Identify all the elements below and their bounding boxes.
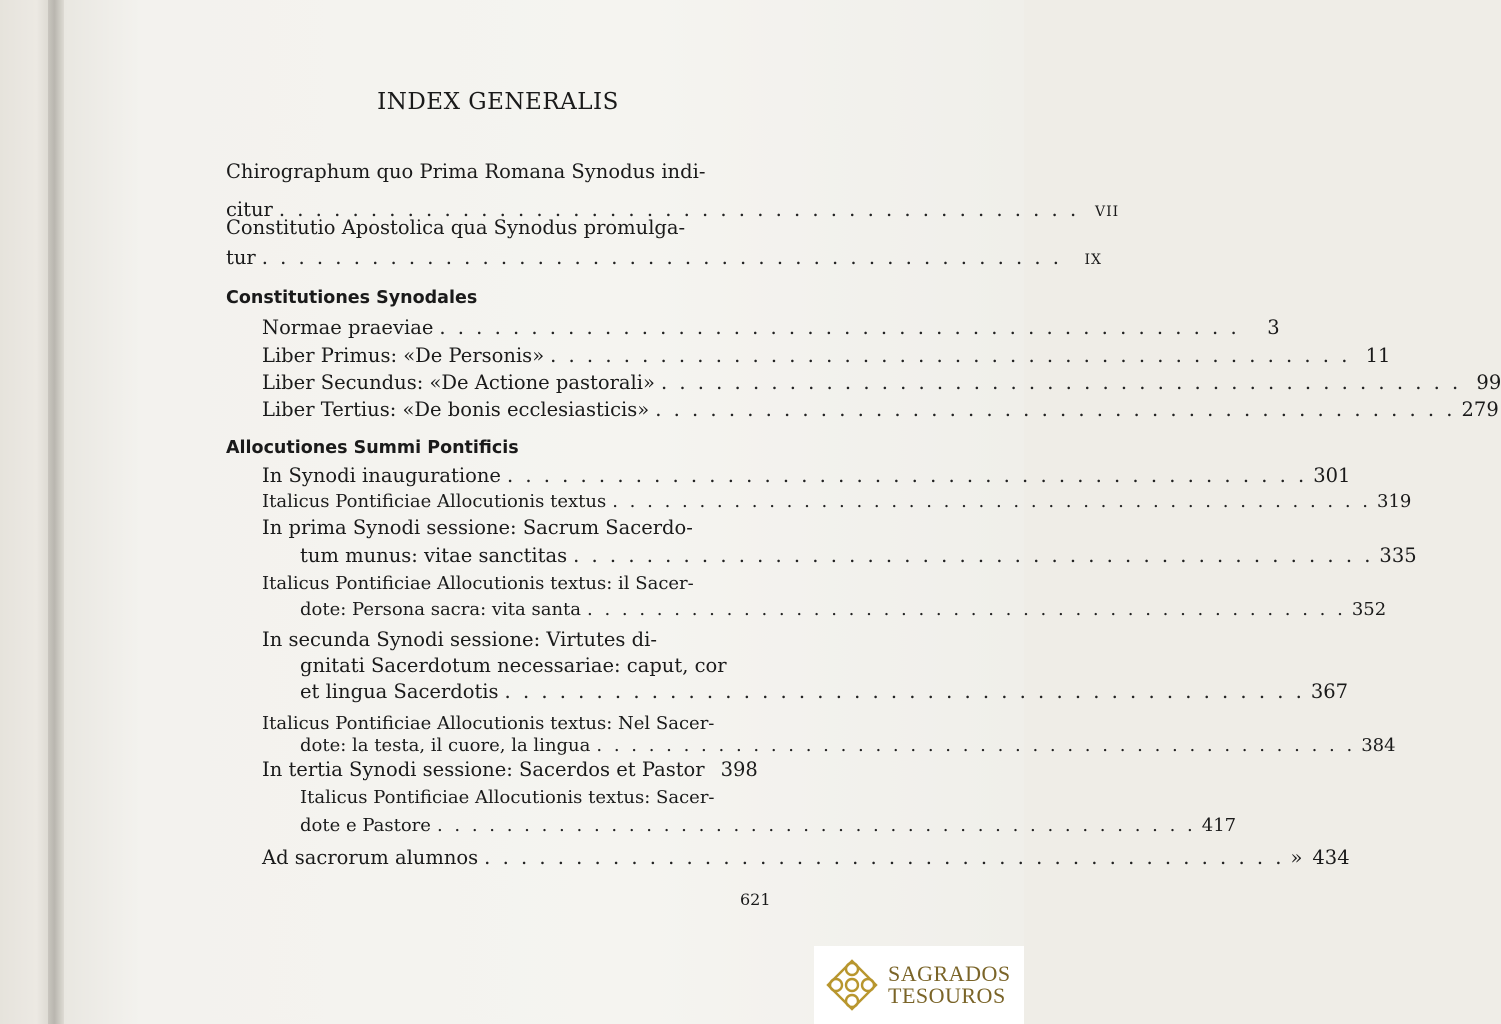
page-ref: 3 bbox=[1267, 316, 1280, 339]
leader-dots: . . . . . . . . . . . . . . . . . . . . . . . . . . . . . . . . . . . . . . . . . . . . bbox=[504, 680, 1305, 703]
watermark-line: SAGRADOS bbox=[888, 961, 1011, 986]
page-ref: VII bbox=[1094, 204, 1120, 220]
index-entry: tur . . . . . . . . . . . . . . . . . . . . . . . . . . . . . . . . . . . . . . . . . . . . IX bbox=[226, 246, 766, 272]
index-entry: et lingua Sacerdotis . . . . . . . . . . . . . . . . . . . . . . . . . . . . . . . . . . . . . . . . . . . . 367 bbox=[300, 680, 1349, 703]
page-ref: 352 bbox=[1351, 599, 1387, 620]
leader-dots: . . . . . . . . . . . . . . . . . . . . . . . . . . . . . . . . . . . . . . . . . . . . bbox=[278, 198, 1080, 221]
index-entry: citur . . . . . . . . . . . . . . . . . . . . . . . . . . . . . . . . . . . . . . . . . . . . VII bbox=[226, 198, 766, 224]
page-ref: 384 bbox=[1361, 735, 1396, 756]
leader-dots: . . . . . . . . . . . . . . . . . . . . . . . . . . . . . . . . . . . . . . . . . . . . bbox=[484, 846, 1285, 869]
leader-dots: . . . . . . . . . . . . . . . . . . . . . . . . . . . . . . . . . . . . . . . . . . . . bbox=[587, 599, 1346, 620]
index-entry: In secunda Synodi sessione: Virtutes di- bbox=[262, 628, 657, 651]
page-ref: 367 bbox=[1310, 680, 1349, 703]
page-ref: 434 bbox=[1312, 846, 1350, 869]
leader-dots: . . . . . . . . . . . . . . . . . . . . . . . . . . . . . . . . . . . . . . . . . . . . bbox=[439, 316, 1240, 339]
index-entry: Liber Primus: «De Personis» . . . . . . . . . . . . . . . . . . . . . . . . . . . . . . . . . . . . . . . . . . . . 11 bbox=[262, 344, 1391, 367]
index-entry: Ad sacrorum alumnos . . . . . . . . . . . . . . . . . . . . . . . . . . . . . . . . . . . . . . . . . . . . » 434 bbox=[262, 846, 1350, 869]
index-entry: Chirographum quo Prima Romana Synodus indi- bbox=[226, 160, 706, 183]
index-entry: Normae praeviae . . . . . . . . . . . . . . . . . . . . . . . . . . . . . . . . . . . . . . . . . . . . 3 bbox=[262, 316, 1280, 339]
index-entry: Italicus Pontificiae Allocutionis textus . . . . . . . . . . . . . . . . . . . . . . . . . . . . . . . . . . . . . . . . . . . . 319 bbox=[262, 491, 1412, 512]
ornament-icon bbox=[824, 957, 880, 1013]
leader-dots: . . . . . . . . . . . . . . . . . . . . . . . . . . . . . . . . . . . . . . . . . . . . bbox=[596, 735, 1356, 756]
page-ref: 398 bbox=[720, 758, 758, 781]
section-heading: Allocutiones Summi Pontificis bbox=[226, 438, 519, 458]
index-entry: Liber Secundus: «De Actione pastorali» . . . . . . . . . . . . . . . . . . . . . . . . . . . . . . . . . . . . . . . . . . . . 99 bbox=[262, 371, 1501, 394]
page-ref: 335 bbox=[1379, 544, 1417, 567]
leader-dots: . . . . . . . . . . . . . . . . . . . . . . . . . . . . . . . . . . . . . . . . . . . . bbox=[612, 491, 1372, 512]
leader-dots: . . . . . . . . . . . . . . . . . . . . . . . . . . . . . . . . . . . . . . . . . . . . bbox=[550, 344, 1351, 367]
leader-dots: . . . . . . . . . . . . . . . . . . . . . . . . . . . . . . . . . . . . . . . . . . . . bbox=[436, 815, 1196, 836]
index-entry: In Synodi inauguratione . . . . . . . . . . . . . . . . . . . . . . . . . . . . . . . . . . . . . . . . . . . . 301 bbox=[262, 464, 1351, 487]
page-ref: 417 bbox=[1201, 815, 1237, 836]
index-title: INDEX GENERALIS bbox=[377, 89, 619, 115]
section-heading: Constitutiones Synodales bbox=[226, 288, 478, 308]
leader-dots: . . . . . . . . . . . . . . . . . . . . . . . . . . . . . . . . . . . . . . . . . . . . bbox=[261, 246, 1062, 269]
page-ref: 99 bbox=[1476, 371, 1501, 394]
index-entry: tum munus: vitae sanctitas . . . . . . . . . . . . . . . . . . . . . . . . . . . . . . . . . . . . . . . . . . . . 335 bbox=[300, 544, 1417, 567]
page-number: 621 bbox=[740, 890, 771, 909]
index-entry: Italicus Pontificiae Allocutionis textus: Sacer- bbox=[300, 787, 715, 808]
leader-dots: . . . . . . . . . . . . . . . . . . . . . . . . . . . . . . . . . . . . . . . . . . . . bbox=[506, 464, 1308, 487]
index-entry: Liber Tertius: «De bonis ecclesiasticis» . . . . . . . . . . . . . . . . . . . . . . . . . . . . . . . . . . . . . . . . . . . . 279 bbox=[262, 398, 1499, 421]
index-entry: Constitutio Apostolica qua Synodus promulga- bbox=[226, 216, 686, 239]
book-gutter bbox=[48, 0, 64, 1024]
index-entry: dote e Pastore . . . . . . . . . . . . . . . . . . . . . . . . . . . . . . . . . . . . . . . . . . . . 417 bbox=[300, 815, 1237, 836]
left-page-edge bbox=[0, 0, 52, 1024]
ditto-marker: » bbox=[1290, 846, 1303, 869]
page-ref: 301 bbox=[1313, 464, 1351, 487]
leader-dots: . . . . . . . . . . . . . . . . . . . . . . . . . . . . . . . . . . . . . . . . . . . . bbox=[573, 544, 1374, 567]
page-ref: IX bbox=[1084, 252, 1102, 268]
index-entry: In prima Synodi sessione: Sacrum Sacerdo- bbox=[262, 516, 693, 539]
leader-dots: . . . . . . . . . . . . . . . . . . . . . . . . . . . . . . . . . . . . . . . . . . . . bbox=[660, 371, 1462, 394]
index-entry: In tertia Synodi sessione: Sacerdos et Pastor 398 bbox=[262, 758, 758, 781]
page-ref: 11 bbox=[1365, 344, 1391, 367]
index-entry: Italicus Pontificiae Allocutionis textus: il Sacer- bbox=[262, 573, 694, 594]
page-ref: 279 bbox=[1461, 398, 1499, 421]
index-entry: dote: Persona sacra: vita santa . . . . . . . . . . . . . . . . . . . . . . . . . . . . . . . . . . . . . . . . . . . . 352 bbox=[300, 599, 1387, 620]
watermark-logo bbox=[814, 946, 1024, 1024]
index-entry: gnitati Sacerdotum necessariae: caput, cor bbox=[300, 654, 727, 677]
index-entry: dote: la testa, il cuore, la lingua . . . . . . . . . . . . . . . . . . . . . . . . . . . . . . . . . . . . . . . . . . . . 384 bbox=[300, 735, 1396, 756]
watermark-line: TESOUROS bbox=[888, 983, 1006, 1008]
index-entry: Italicus Pontificiae Allocutionis textus: Nel Sacer- bbox=[262, 713, 715, 734]
leader-dots: . . . . . . . . . . . . . . . . . . . . . . . . . . . . . . . . . . . . . . . . . . . . bbox=[655, 398, 1456, 421]
page-ref: 319 bbox=[1377, 491, 1412, 512]
